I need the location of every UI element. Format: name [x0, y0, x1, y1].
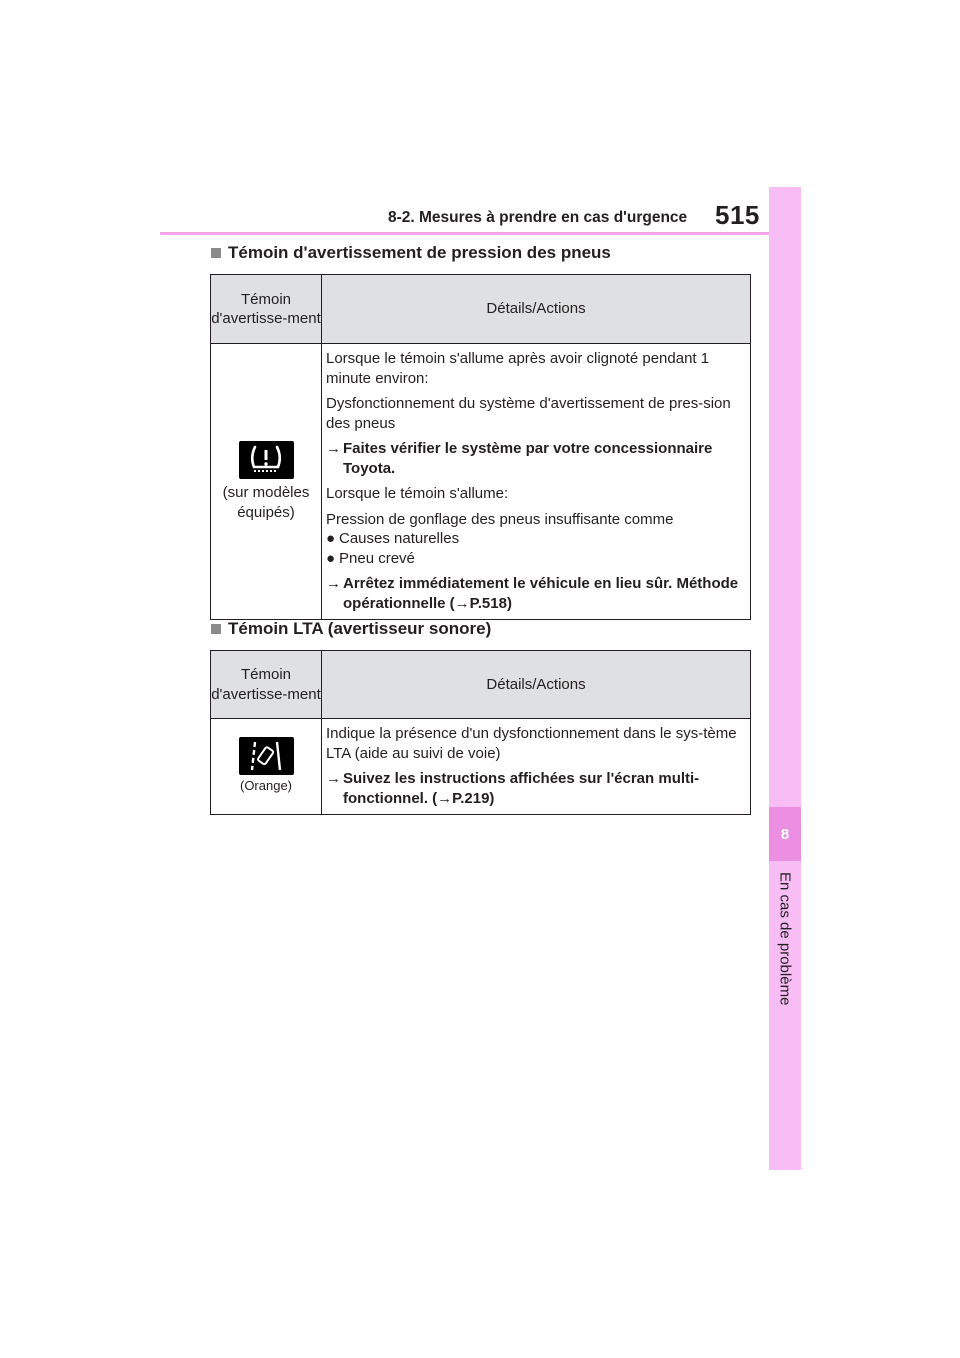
section-title-text: Témoin d'avertissement de pression des pneus	[228, 243, 611, 262]
action-line	[326, 769, 744, 808]
bullet-icon: ●	[326, 549, 336, 567]
action-line	[326, 574, 744, 613]
paragraph: Indique la présence d'un dysfonctionnement dans le sys-tème LTA (aide au suivi de voie)	[326, 725, 737, 762]
icon-note: (sur modèles équipés)	[222, 484, 310, 521]
lane-tracing-assist-icon	[239, 737, 294, 775]
chapter-side-tab	[769, 187, 801, 1170]
page-number: 515	[715, 200, 760, 230]
chapter-number: 8	[769, 807, 801, 861]
list-item	[326, 549, 744, 569]
paragraph: Lorsque le témoin s'allume après avoir clignoté pendant 1 minute environ:	[326, 350, 710, 387]
lta-table	[210, 650, 751, 815]
action-text: Suivez les instructions affichées sur l'écran multi-fonctionnel. (→P.219)	[343, 770, 700, 807]
details-cell	[322, 344, 751, 620]
arrow-icon: →	[326, 770, 341, 787]
chapter-title: En cas de problème	[776, 872, 794, 1006]
icon-note: (Orange)	[239, 778, 293, 794]
action-line	[326, 439, 744, 478]
section-heading: 8-2. Mesures à prendre en cas d'urgence	[388, 209, 688, 226]
list-item-text: Pneu crevé	[339, 549, 415, 567]
action-text: Faites vérifier le système par votre concessionnaire Toyota.	[343, 440, 713, 477]
column-header-warning-light: Témoin d'avertisse-ment	[211, 275, 322, 344]
section-title-text: Témoin LTA (avertisseur sonore)	[228, 619, 492, 638]
square-bullet-icon	[211, 248, 221, 258]
arrow-icon: →	[326, 575, 341, 592]
tpms-table	[210, 274, 751, 620]
bullet-icon: ●	[326, 530, 336, 547]
details-cell	[322, 719, 751, 815]
square-bullet-icon	[211, 624, 221, 634]
paragraph: Dysfonctionnement du système d'avertissement de pres-sion des pneus	[326, 395, 731, 432]
tire-pressure-warning-icon	[239, 441, 294, 479]
action-text: Arrêtez immédiatement le véhicule en lieu sûr. Méthode opérationnelle (→P.518)	[343, 575, 739, 612]
column-header-details: Détails/Actions	[322, 275, 751, 344]
paragraph: Lorsque le témoin s'allume:	[326, 485, 509, 502]
column-header-warning-light: Témoin d'avertisse-ment	[211, 651, 322, 719]
icon-cell	[211, 344, 322, 620]
header-rule	[160, 232, 769, 235]
arrow-icon: →	[326, 440, 341, 457]
column-header-details: Détails/Actions	[322, 651, 751, 719]
section-title-tpms	[211, 243, 611, 263]
paragraph: Pression de gonflage des pneus insuffisante comme	[326, 510, 674, 528]
icon-cell	[211, 719, 322, 815]
list-item	[326, 529, 744, 549]
section-title-lta	[211, 619, 491, 639]
list-item-text: Causes naturelles	[339, 530, 460, 547]
